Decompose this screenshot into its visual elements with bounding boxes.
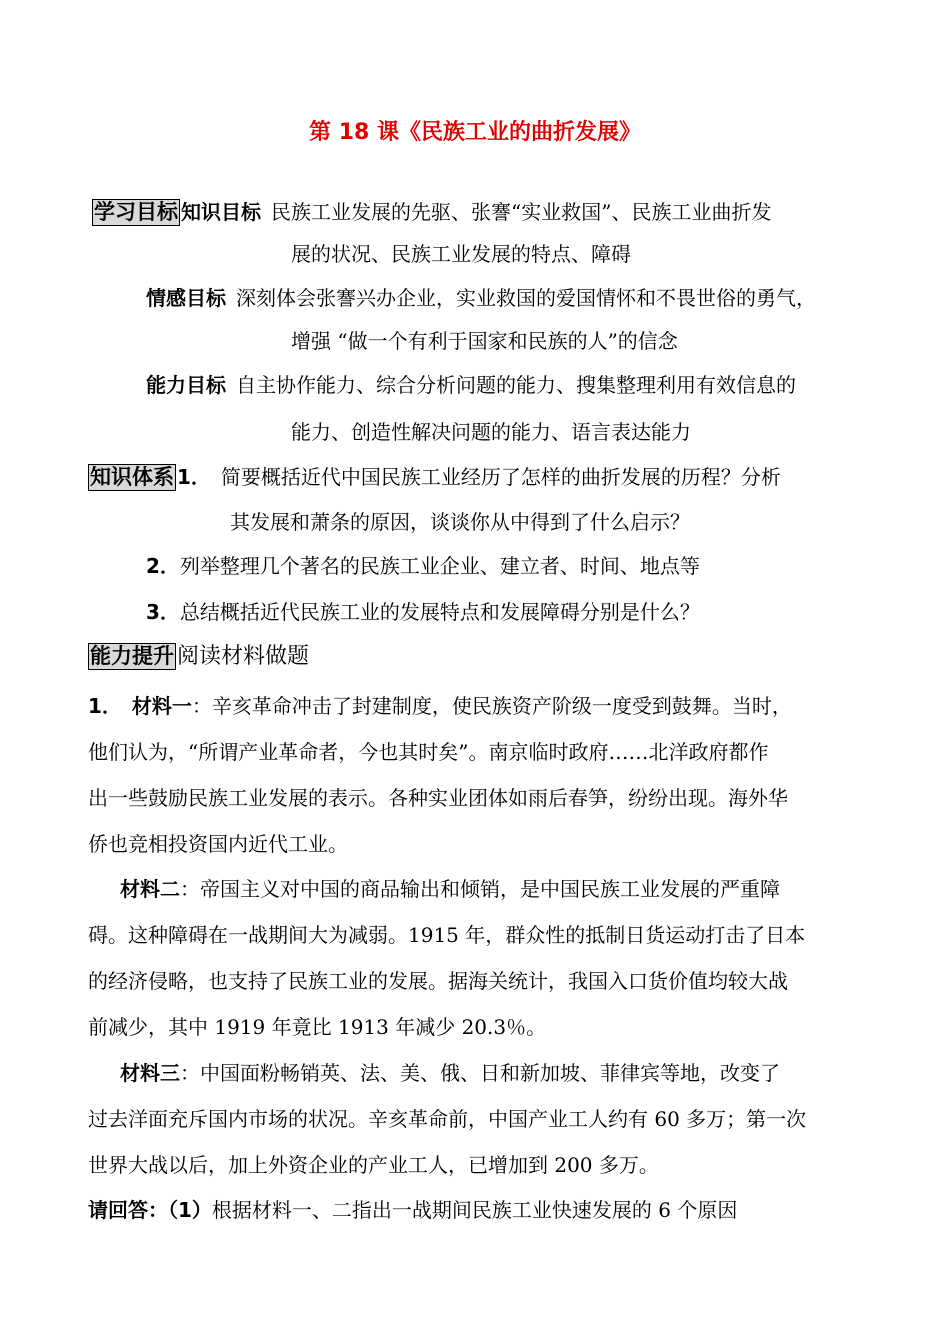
section-label-goals: 学习目标	[94, 200, 178, 224]
material-1-label: 材料一	[131, 694, 192, 718]
knowledge-goal-label: 知识目标	[181, 200, 261, 224]
material-2-line	[120, 875, 780, 903]
section-label-system: 知识体系	[90, 465, 174, 489]
emotion-goal-row	[146, 284, 816, 312]
material-2-label: 材料二	[120, 877, 180, 901]
page-title: 第 18 课《民族工业的曲折发展》	[309, 120, 641, 145]
answer-label: 请回答：	[88, 1198, 168, 1222]
ability-goal-text-cont: 能力、创造性解决问题的能力、语言表达能力	[291, 420, 691, 444]
material-3-line: 过去洋面充斥国内市场的状况。辛亥革命前，中国产业工人约有 60 多万；第一次	[88, 1107, 807, 1131]
system-item-3	[146, 598, 700, 626]
material-3-line: 世界大战以后，加上外资企业的产业工人，已增加到 200 多万。	[88, 1153, 659, 1177]
material-1-line: 出一些鼓励民族工业发展的表示。各种实业团体如雨后春笋，纷纷出现。海外华	[88, 786, 788, 810]
material-3-line	[120, 1059, 780, 1087]
material-2-text: ：帝国主义对中国的商品输出和倾销，是中国民族工业发展的严重障	[180, 877, 780, 901]
answer-question-text: 根据材料一、二指出一战期间民族工业快速发展的 6 个原因	[211, 1198, 738, 1222]
material-1-text: ：辛亥革命冲击了封建制度，使民族资产阶级一度受到鼓舞。当时，	[191, 694, 792, 718]
system-item-text: 列举整理几个著名的民族工业企业、建立者、时间、地点等	[179, 554, 700, 578]
improve-subtitle: 阅读材料做题	[177, 644, 310, 669]
ability-goal-row	[146, 371, 796, 399]
system-item-text: 简要概括近代中国民族工业经历了怎样的曲折发展的历程？分析	[220, 465, 781, 489]
material-1-line: 他们认为，“所谓产业革命者，今也其时矣”。南京临时政府……北洋政府都作	[88, 740, 769, 764]
knowledge-goal-text-cont: 展的状况、民族工业发展的特点、障碍	[291, 242, 631, 266]
system-item-number: 1．	[177, 465, 211, 489]
knowledge-goal-text: 民族工业发展的先驱、张謇“实业救国”、民族工业曲折发	[271, 200, 772, 224]
emotion-goal-text: 深刻体会张謇兴办企业，实业救国的爱国情怀和不畏世俗的勇气，	[236, 286, 816, 310]
knowledge-goal-row	[92, 198, 771, 226]
material-1-line: 侨也竞相投资国内近代工业。	[88, 832, 348, 856]
system-item-text: 总结概括近代民族工业的发展特点和发展障碍分别是什么？	[179, 600, 700, 624]
system-item-number: 3．	[146, 600, 180, 624]
emotion-goal-text-cont: 增强 “做一个有利于国家和民族的人”的信念	[291, 329, 678, 353]
material-1-line	[88, 692, 792, 720]
question-number: 1．	[88, 694, 122, 718]
material-3-label: 材料三	[120, 1061, 180, 1085]
ability-goal-text: 自主协作能力、综合分析问题的能力、搜集整理利用有效信息的	[236, 373, 796, 397]
improve-header	[88, 642, 309, 672]
ability-goal-label: 能力目标	[146, 373, 226, 397]
system-item-number: 2．	[146, 554, 180, 578]
material-3-text: ：中国面粉畅销英、法、美、俄、日和新加坡、菲律宾等地，改变了	[180, 1061, 780, 1085]
system-item-2	[146, 552, 700, 580]
emotion-goal-label: 情感目标	[146, 286, 226, 310]
system-item-1	[88, 463, 781, 491]
answer-part-number: （1）	[168, 1198, 212, 1222]
answer-prompt	[88, 1196, 737, 1224]
material-2-line: 前减少，其中 1919 年竟比 1913 年减少 20.3％。	[88, 1015, 547, 1039]
material-2-line: 碍。这种障碍在一战期间大为减弱。1915 年，群众性的抵制日货运动打击了日本	[88, 923, 806, 947]
system-item-1-cont: 其发展和萧条的原因，谈谈你从中得到了什么启示？	[230, 510, 690, 534]
section-label-improve: 能力提升	[90, 644, 174, 668]
material-2-line: 的经济侵略，也支持了民族工业的发展。据海关统计，我国入口货价值均较大战	[88, 969, 788, 993]
